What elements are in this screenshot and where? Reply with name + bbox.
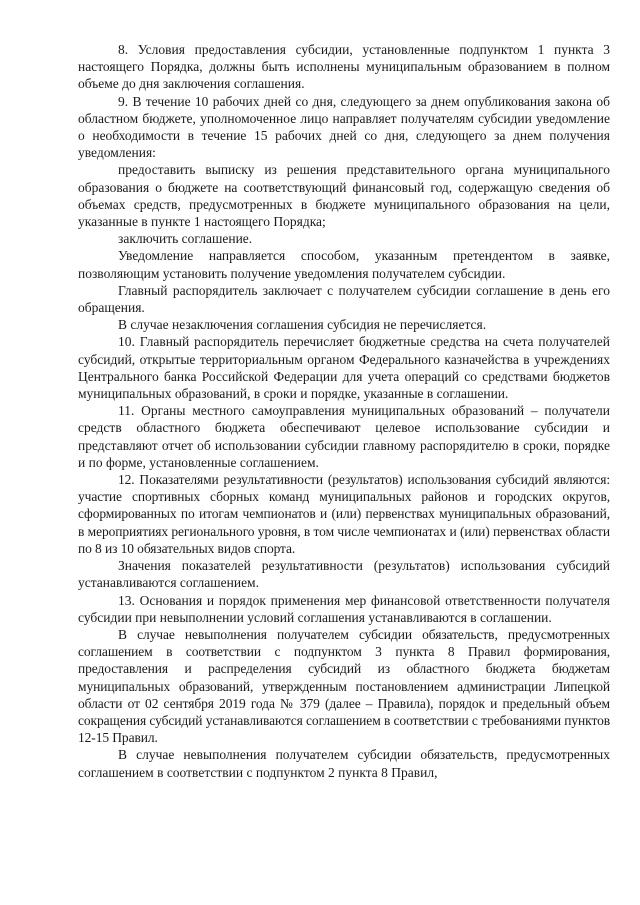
paragraph-failure-subpoint-2: В случае невыполнения получателем субсидии обязательств, предусмотренных соглашением в соответствии с подпунктом 2 пункта 8 Правил, xyxy=(78,747,610,780)
paragraph-item-8: 8. Условия предоставления субсидии, установленные подпунктом 1 пункта 3 настоящего Порядка, должны быть исполнены муниципальным образованием в полном объеме до дня заключения соглашения. xyxy=(78,42,610,92)
paragraph-non-conclusion: В случае незаключения соглашения субсидия не перечисляется. xyxy=(118,317,487,333)
paragraph-item-11: 11. Органы местного самоуправления муниципальных образований – получатели средств областного бюджета обеспечивают целевое использование субсидии и представляют отчет об использовании субсидии главному распорядителю в сроки, порядке и по форме, установленные соглашением. xyxy=(78,403,610,470)
paragraph-item-12: 12. Показателями результативности (результатов) использования субсидий являются: участие спортивных сборных команд муниципальных районов и городских округов, сформированных по итогам чемпионатов и (или) первенствах муниципальных образований, в мероприятиях регионального уровня, в том числе чемпионатах и (или) первенствах области по 8 из 10 обязательных видов спорта. xyxy=(78,472,610,556)
paragraph-item-13: 13. Основания и порядок применения мер финансовой ответственности получателя субсидии при невыполнении условий соглашения устанавливаются в соглашении. xyxy=(78,592,610,625)
paragraph-conclude-agreement: заключить соглашение. xyxy=(118,231,253,247)
paragraph-item-9: 9. В течение 10 рабочих дней со дня, следующего за днем опубликования закона об областном бюджете, уполномоченное лицо направляет получателям субсидии уведомление о необходимости в течение 15 рабочих дней со дня, следующего за днем получения уведомления: xyxy=(78,93,610,161)
paragraph-failure-subpoint-3: В случае невыполнения получателем субсидии обязательств, предусмотренных соглашением в соответствии с подпунктом 3 пункта 8 Правил формирования, предоставления и распределения субсидий из областного бюджета бюджетам муниципальных образований, утвержденным постановлением администрации Липецкой области от 02 сентября 2019 года № 379 (далее – Правила), порядок и предельный объем сокращения субсидий устанавливаются соглашением в соответствии с требованиями пунктов 12-15 Правил. xyxy=(78,626,610,746)
paragraph-provide-extract: предоставить выписку из решения представительного органа муниципального образования о бюджете на соответствующий финансовый год, содержащую сведения об объемах средств, предусмотренных в бюджете муниципального образования на цели, указанные в пункте 1 настоящего Порядка; xyxy=(78,162,610,230)
paragraph-item-10: 10. Главный распорядитель перечисляет бюджетные средства на счета получателей субсидий, открытые территориальным органом Федерального казначейства в учреждениях Центрального банка Российской Федерации для учета операций со средствами бюджетов муниципальных образований, в сроки и порядке, указанные в соглашении. xyxy=(78,334,610,402)
paragraph-notification-method: Уведомление направляется способом, указанным претендентом в заявке, позволяющим установить получение уведомления получателем субсидии. xyxy=(78,248,610,281)
paragraph-main-administrator: Главный распорядитель заключает с получателем субсидии соглашение в день его обращения. xyxy=(78,282,610,316)
paragraph-indicator-values: Значения показателей результативности (результатов) использования субсидий устанавливаются соглашением. xyxy=(78,558,610,591)
